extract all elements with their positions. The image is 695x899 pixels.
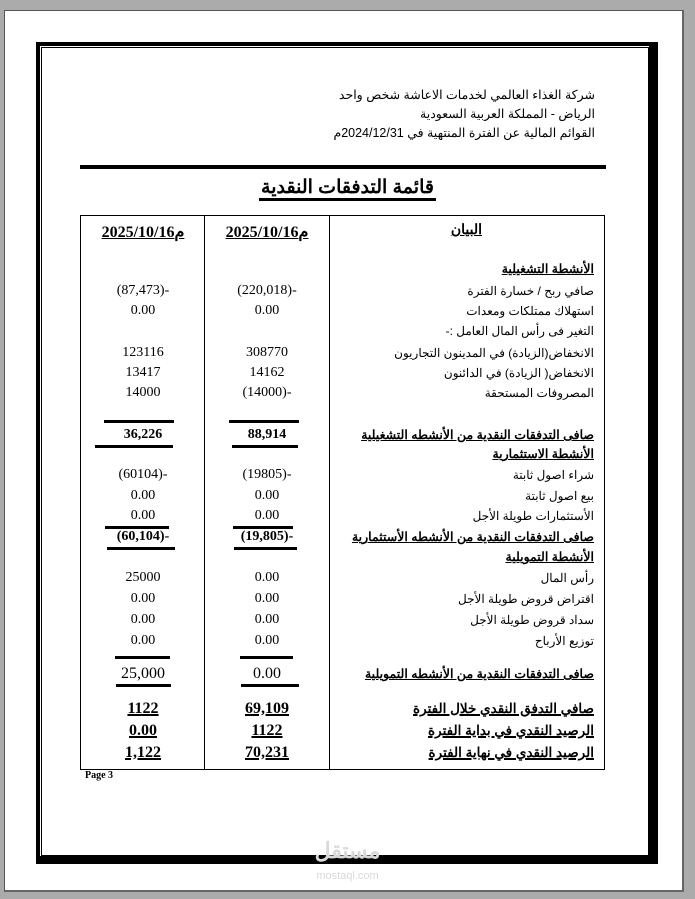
total-rule [232,445,298,448]
row-label: صافى التدفقات النقدية من الأنشطه الأستثمارية [351,530,594,544]
row-value-col1: 36,226 [123,427,163,442]
row-value-col2: 14162 [249,365,285,380]
watermark-logo: مستقل [314,838,381,863]
row-value-col1: 14000 [125,385,161,400]
row-label: رأس المال [540,571,594,585]
row-label: بيع اصول ثابتة [525,489,594,503]
total-rule [107,547,175,550]
row-value-col1: (87,473)- [116,283,170,298]
company-location: الرياض - المملكة العربية السعودية [420,107,595,121]
watermark-url: mostaql.com [316,870,379,882]
row-value-col2: (19805)- [242,467,292,482]
row-value-col1: 0.00 [129,722,157,739]
row-label: استهلاك ممتلكات ومعدات [466,304,594,318]
row-value-col1: 0.00 [130,508,156,523]
page-title-text: قائمة التدفقات النقدية [259,177,436,201]
row-value-col1: (60,104)- [116,529,170,544]
column-header-col1: 2025/10/16م [101,224,185,241]
row-value-col2: 308770 [246,345,288,360]
row-value-col2: 0.00 [253,665,281,682]
row-value-col1: 1,122 [125,744,161,761]
row-value-col2: 0.00 [254,591,280,606]
row-label: المصروفات المستحقة [484,386,594,400]
row-label: توزيع الأرباح [534,634,594,648]
row-value-col1: 0.00 [130,633,156,648]
total-rule [233,526,293,529]
total-rule [104,420,174,423]
column-divider [329,215,330,770]
total-rule [105,526,169,529]
total-rule [241,684,299,687]
column-divider [204,215,205,770]
row-value-col2: 0.00 [254,508,280,523]
row-value-col2: 1122 [251,722,283,739]
row-value-col2: 0.00 [254,633,280,648]
row-label: الأنشطة التشغيلية [501,262,594,276]
row-value-col1: 0.00 [130,591,156,606]
row-value-col2: 88,914 [247,427,287,442]
row-value-col2: 0.00 [254,612,280,627]
column-header-label: البيان [450,221,482,237]
row-label: سداد قروض طويلة الأجل [470,613,594,627]
row-value-col2: 0.00 [254,303,280,318]
row-value-col2: 69,109 [245,700,289,717]
total-rule [95,445,173,448]
row-label: الانخفاض( الزيادة) في الدائنون [443,366,594,380]
row-value-col1: 0.00 [130,303,156,318]
total-rule [116,684,171,687]
row-value-col1: 0.00 [130,612,156,627]
page-title [0,176,695,199]
row-label: التغير فى رأس المال العامل :- [445,324,594,338]
row-label: الرصيد النقدي في نهاية الفترة [428,745,594,760]
row-label: الانخفاض(الزيادة) في المدينون التجاريون [394,346,594,360]
company-name: شركة الغذاء العالمي لخدمات الاعاشة شخص واحد [338,88,595,102]
row-label: صافى التدفقات النقدية من الأنشطه التشغيلية [361,428,594,442]
row-value-col1: 13417 [125,365,161,380]
row-value-col2: 0.00 [254,488,280,503]
total-rule [229,420,299,423]
row-label: الرصيد النقدي في بداية الفترة [428,723,594,738]
total-rule [234,547,297,550]
column-header-col2: 2025/10/16م [225,224,309,241]
row-value-col1: 25,000 [121,665,165,682]
row-value-col1: 0.00 [130,488,156,503]
total-rule [240,656,293,659]
row-value-col1: 1122 [127,700,159,717]
row-label: صافى التدفقات النقدية من الأنشطه التمويلية [364,667,594,681]
row-label: الأنشطة الاستثمارية [492,447,594,461]
total-rule [115,656,170,659]
row-label: الأستثمارات طويلة الأجل [472,509,594,523]
row-value-col2: (220,018)- [237,283,297,298]
row-label: اقتراض قروض طويلة الأجل [458,592,594,606]
statement-period: القوائم المالية عن الفترة المنتهية في 2024/12/31م [333,126,595,140]
header-divider [80,165,606,169]
row-label: صافي ربح / خسارة الفترة [467,284,594,298]
row-value-col1: 25000 [125,570,161,585]
row-label: الأنشطة التمويلية [505,550,594,564]
row-label: شراء اصول ثابتة [512,468,594,482]
row-value-col2: 0.00 [254,570,280,585]
row-value-col1: 123116 [122,345,164,360]
row-label: صافي التدفق النقدي خلال الفترة [413,701,594,716]
row-value-col2: 70,231 [245,744,289,761]
row-value-col2: (19,805)- [240,529,294,544]
row-value-col2: (14000)- [242,385,292,400]
row-value-col1: (60104)- [118,467,168,482]
page-number: Page 3 [85,770,114,781]
